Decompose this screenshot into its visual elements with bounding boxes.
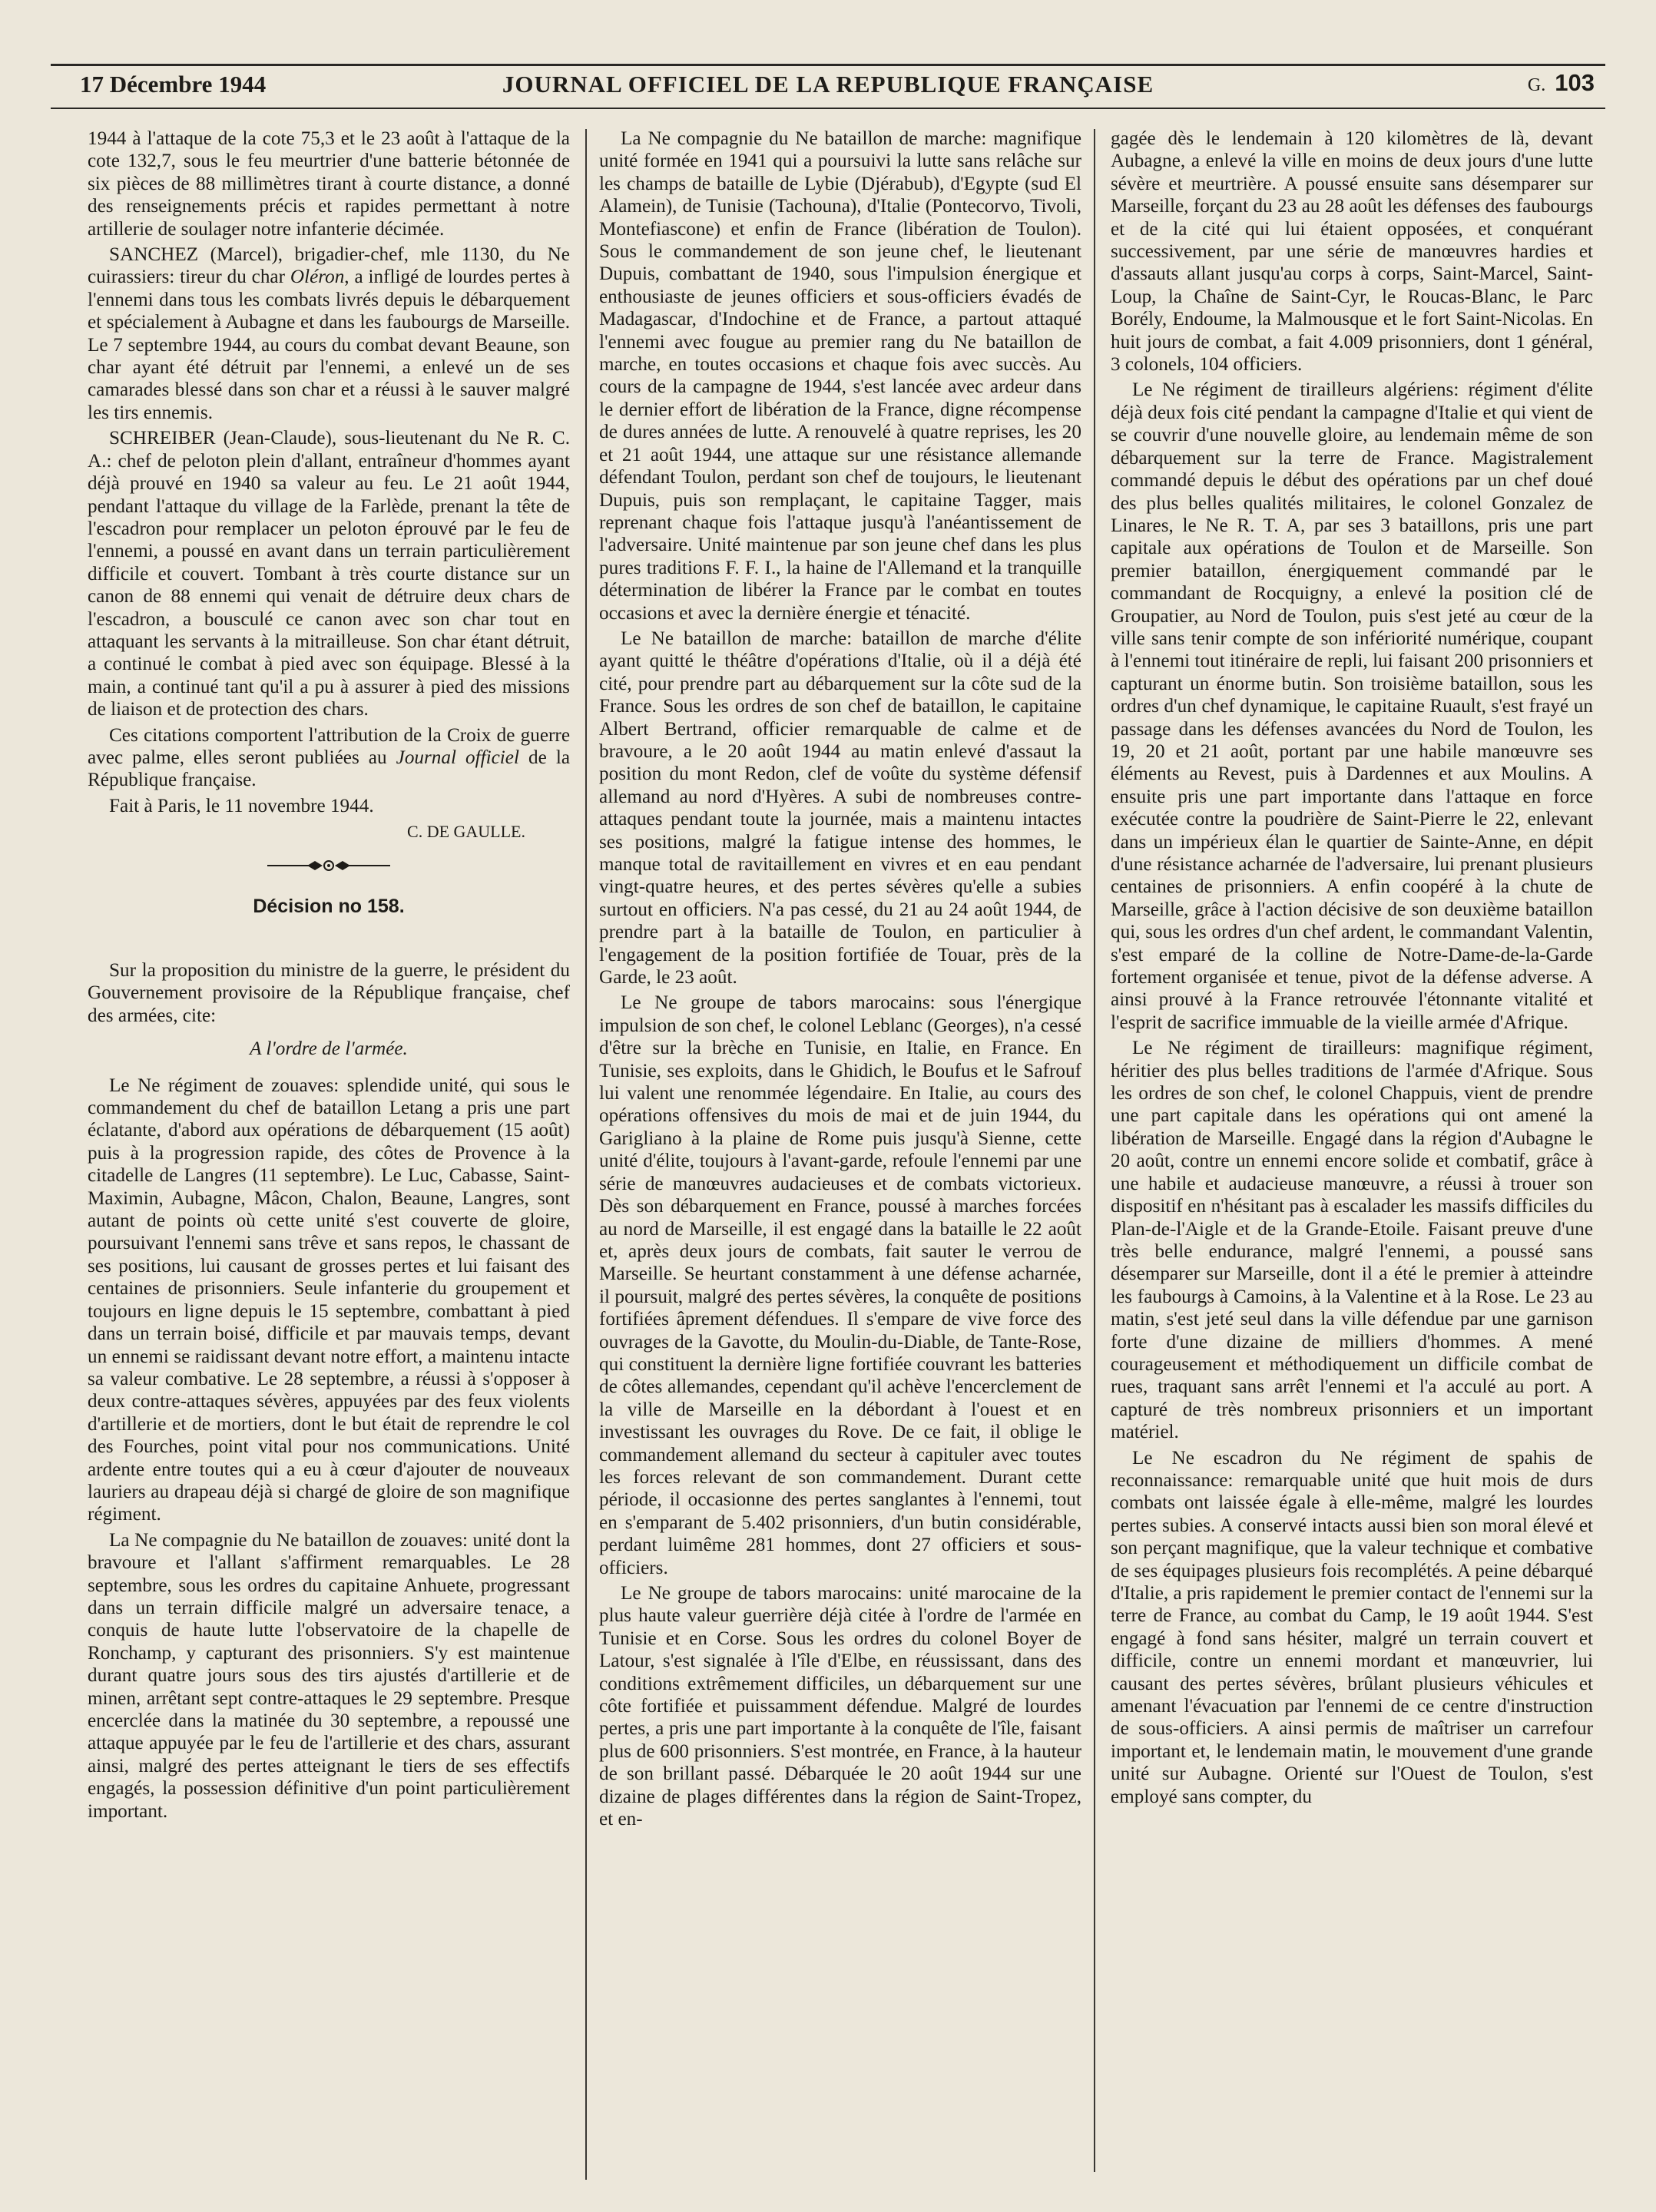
page-header [51,68,1605,104]
ornament-icon [267,857,390,874]
header-title: JOURNAL OFFICIEL DE LA REPUBLIQUE FRANÇAISE [502,71,1154,98]
paragraph-compagnie-marche: La Ne compagnie du Ne bataillon de marche: magnifique unité formée en 1941 qui a poursuivi la lutte sans relâche sur les champs de bataille de Lybie (Djérabub), d'Egypte (sud El Alamein), de Tunisie (Tachouna), d'Italie (Pontecorvo, Tivoli, Montefiascone) et enfin de France (libération de Toulon). Sous le commandement de son jeune chef, le lieutenant Dupuis, combattant de 1940, sous l'impulsion énergique et enthousiaste de jeunes officiers et sous-officiers évadés de Madagascar, d'Indochine et de France, a partout attaqué l'ennemi avec fougue au premier rang du Ne bataillon de marche, en toutes occasions et chaque fois avec succès. Au cours de la campagne de 1944, s'est lancée avec ardeur dans le dernier effort de libération de la France, digne récompense de dures années de lutte. A renouvelé à quatre reprises, les 20 et 21 août 1944, une attaque sur une résistance allemande défendant Toulon, perdant son chef de toujours, le lieutenant Dupuis, puis son remplaçant, le capitaine Tagger, mais reprenant chaque fois l'attaque jusqu'à l'anéantissement de l'adversaire. Unité maintenue par son jeune chef dans les plus pures traditions F. F. I., la haine de l'Allemand et la tranquille détermination de libérer la France par le combat en toutes occasions et avec la dernière énergie et ténacité. [599,128,1081,624]
column-2 [599,127,1081,2186]
paragraph-tabors-1: Le Ne groupe de tabors marocains: sous l'énergique impulsion de son chef, le colonel Leblanc (Georges), n'a cessé d'être sur la brèche en Tunisie, en Italie, en France. En Tunisie, ses exploits, dans le Ghidich, le Boufus et le Safrouf lui valent une renommée légendaire. En Italie, au cours des opérations offensives du mois de mai et de juin 1944, du Garigliano à la plaine de Rome puis jusqu'à Sienne, cette unité d'élite, toujours à l'avant-garde, refoule l'ennemi par une série de manœuvres audacieuses et de combats victorieux. Dès son débarquement en France, poussé à marches forcées au nord de Marseille, il est engagé dans la bataille le 22 août et, après deux jours de combats, fait sauter le verrou de Marseille. Se heurtant constamment à une défense acharnée, il poursuit, malgré des pertes sévères, la conquête de positions fortifiées âprement défendues. Il s'empare de vive force des ouvrages de la Gavotte, du Moulin-du-Diable, de Tante-Rose, qui constituent la dernière ligne fortifiée couvrant les batteries de côtes allemandes, cependant qu'il achève l'encerclement de la ville de Marseille en la débordant à l'ouest et en investissant les ouvrages du Rove. De ce fait, il oblige le commandement allemand du secteur à capituler avec toutes les forces relevant de son commandement. Durant cette période, il occasionne des pertes sanglantes à l'ennemi, tout en s'emparant de 5.402 prisonniers, d'un butin considérable, perdant luimême 281 hommes, dont 27 officiers et sous-officiers. [599,992,1081,1578]
text-run: de la République française. [88,747,570,791]
paragraph: 1944 à l'attaque de la cote 75,3 et le 23 août à l'attaque de la cote 132,7, sous le feu meurtrier d'une batterie bétonnée de six pièces de 88 millimètres tirant à courte distance, a donné des renseignements précis et rapides permettant à notre artillerie de soulager notre infanterie décimée. [88,128,570,240]
paragraph-citations [88,724,570,792]
column-divider-2 [1094,129,1095,2172]
paragraph-compagnie-zouaves: La Ne compagnie du Ne bataillon de zouaves: unité dont la bravoure et l'allant s'affirment remarquables. Le 28 septembre, sous les ordres du capitaine Anhuete, progressant dans un terrain difficile malgré un adversaire tenace, a conquis de haute lutte l'observatoire de la chapelle de Ronchamp, y capturant des prisonniers. S'y est maintenue durant quatre jours sous des tirs ajustés d'artillerie et de minen, arrêtant sept contre-attaques le 29 septembre. Presque encerclée dans la matinée du 30 septembre, a repoussé une attaque appuyée par le feu de l'artillerie et des chars, assurant ainsi, malgré des pertes atteignant le tiers de ses effectifs engagés, la possession définitive d'un point particulièrement important. [88,1529,570,1822]
text-run: Ces citations comportent l'attribution de la Croix de guerre avec palme, elles seront publiées au [88,724,570,768]
page-number: 103 [1555,69,1595,96]
paragraph-bataillon-marche: Le Ne bataillon de marche: bataillon de marche d'élite ayant quitté le théâtre d'opérations d'Italie, où il a déjà été cité, pour prendre part au débarquement sur la côte sud de la France. Sous les ordres de son chef de bataillon, le capitaine Albert Bertrand, officier remarquable de calme et de bravoure, a le 20 août 1944 au matin enlevé d'assaut la position du mont Redon, clef de voûte du système défensif allemand au nord d'Hyères. A subi de nombreuses contre-attaques pendant toute la journée, mais a maintenu intactes ses positions, malgré la fatigue intense des hommes, le manque total de ravitaillement en vivres et en eau pendant vingt-quatre heures, et des pertes sévères qu'elle a subies surtout en officiers. N'a pas cessé, du 21 au 24 août 1944, de prendre part à la bataille de Toulon, en particulier à l'engagement de la position fortifiée de Touar, près de la Garde, le 23 août. [599,628,1081,988]
paragraph-sanchez [88,243,570,424]
paragraph-continued: gagée dès le lendemain à 120 kilomètres de là, devant Aubagne, a enlevé la ville en moins de deux jours d'une lutte sévère et meurtrière. A poussé ensuite sans désemparer sur Marseille, forçant du 23 au 28 août les défenses des faubourgs et de la cité qui lui étaient opposées, et conquérant successivement, par une série de manœuvres hardies et d'assauts allant jusqu'au corps à corps, Saint-Marcel, Saint-Loup, la Chaîne de Saint-Cyr, le Roucas-Blanc, le Parc Borély, Endoume, la Malmousque et le fort Saint-Nicolas. En huit jours de combat, a fait 4.009 prisonniers, dont 1 général, 3 colonels, 104 officiers. [1111,128,1593,376]
header-bottom-rule [51,108,1605,109]
header-top-rule [51,64,1605,66]
header-date: 17 Décembre 1944 [80,71,267,98]
paragraph-tabors-2: Le Ne groupe de tabors marocains: unité marocaine de la plus haute valeur guerrière déjà citée à l'ordre de l'armée en Tunisie et en Corse. Sous les ordres du colonel Boyer de Latour, s'est signalée à l'île d'Elbe, en réussissant, dans des conditions extrêmement difficiles, un débarquement sur une côte fortifiée et puissamment défendue. Malgré de lourdes pertes, a pris une part importante à la conquête de l'île, faisant plus de 600 prisonniers. S'est montrée, en France, à la hauteur de son brillant passé. Débarquée le 20 août 1944 sur une dizaine de plages différentes dans la région de Saint-Tropez, et en- [599,1583,1081,1830]
paragraph-schreiber: SCHREIBER (Jean-Claude), sous-lieutenant du Ne R. C. A.: chef de peloton plein d'allant, entraîneur d'hommes ayant déjà prouvé en 1940 sa valeur au feu. Le 21 août 1944, pendant l'attaque du village de la Farlède, prenant la tête de l'escadron pour remplacer un peloton éprouvé par le feu de l'ennemi, a poussé en avant dans un terrain particulièrement difficile et couvert. Tombant à très courte distance sur un canon de 88 ennemi qui venait de détruire deux chars de l'escadron, a bousculé ce canon avec son char tout en attaquant les servants à la mitrailleuse. Son char étant détruit, a continué le combat à pied avec son équipage. Blessé à la main, a continué tant qu'il a pu à assurer à pied des missions de liaison et de protection des chars. [88,428,570,720]
header-page-number [1528,69,1595,97]
paragraph-spahis: Le Ne escadron du Ne régiment de spahis de reconnaissance: remarquable unité que huit mois de durs combats ont laissée égale à elle-même, malgré les lourdes pertes subies. A conservé intacts aussi bien son moral élevé et son perçant magnifique, que la valeur technique et combative de ses équipages plusieurs fois recomplétés. A peine débarqué d'Italie, a pris rapidement le premier contact de l'ennemi sur la terre de France, au combat du Camp, le 19 août 1944. S'est engagé à fond sans hésiter, malgré un terrain couvert et difficile, contre un ennemi mordant et manœuvrier, lui causant des pertes sévères, brûlant plusieurs véhicules et amenant l'évacuation par l'ennemi de ce centre d'instruction de sous-officiers. A ainsi permis de maîtriser un carrefour important et, le lendemain matin, le mouvement d'une grande unité sur Aubagne. Orienté sur l'Ouest de Toulon, s'est employé sans compter, du [1111,1447,1593,1807]
column-divider-1 [585,129,587,2180]
order-title: A l'ordre de l'armée. [250,1038,408,1060]
journal-name: Journal officiel [396,747,519,768]
signature: C. DE GAULLE. [407,822,525,842]
paragraph-tirailleurs: Le Ne régiment de tirailleurs: magnifique régiment, héritier des plus belles traditions de l'armée d'Afrique. Sous les ordres de son chef, le colonel Chappuis, vient de prendre une part capitale dans les opérations qui ont amené la libération de Marseille. Engagé dans la région d'Aubagne le 20 août, contre un ennemi encore solide et combatif, grâce à une habile et audacieuse manœuvre, a réussi à trouer son dispositif en n'hésitant pas à escalader les massifs difficiles du Plan-de-l'Aigle et de la Grande-Etoile. Faisant preuve d'une très belle endurance, malgré l'ennemi, a poussé sans désemparer sur Marseille, dont il a été le premier à atteindre les faubourgs à Camoins, à la Valentine et à la Rose. Le 23 au matin, s'est jeté seul dans la ville défendue par une garnison forte d'une dizaine de milliers d'hommes. A mené courageusement et méthodiquement un difficile combat de rues, traquant sans arrêt l'ennemi et l'a acculé au port. A capturé de très nombreux prisonniers et un important matériel. [1111,1038,1593,1443]
char-name: Oléron [290,267,345,288]
paragraph-preamble: Sur la proposition du ministre de la guerre, le président du Gouvernement provisoire de la République française, chef des armées, cite: [88,960,570,1026]
column-3 [1111,127,1593,2186]
text-run: , a infligé de lourdes pertes à l'ennemi dans tous les combats livrés depuis le débarquement et spécialement à Aubagne et dans les faubourgs de Marseille. Le 7 septembre 1944, au cours du combat devant Beaune, son char ayant été détruit par l'ennemi, a enlevé un de ses camarades blessé dans son char et a réussi à le sauver malgré les tirs ennemis. [88,267,570,423]
section-ornament [88,857,570,876]
column-1 [88,127,570,2186]
paragraph-zouaves: Le Ne régiment de zouaves: splendide unité, qui sous le commandement du chef de bataillon Letang a pris une part éclatante, d'abord aux opérations de débarquement (15 août) puis à la progression rapide, des côtes de Provence à la citadelle de Langres (11 septembre). Le Luc, Cabasse, Saint-Maximin, Aubagne, Mâcon, Chalon, Beaune, Langres, sont autant de points où cette unité s'est couverte de gloire, poursuivant l'ennemi sans trêve et sans repos, le chassant de ses positions, lui causant de grosses pertes et lui faisant des centaines de prisonniers. Seule infanterie du groupement et toujours en ligne depuis le 15 septembre, combattant à pied dans un terrain boisé, difficile et par mauvais temps, devant un ennemi se raidissant devant notre effort, a maintenu intacte sa valeur combative. Le 28 septembre, a réussi à s'opposer à deux contre-attaques sévères, appuyées par des feux violents d'artillerie et de mortiers, dont le but était de reprendre le col des Fourches, point vital pour nos communications. Unité ardente entre toutes qui a eu à cœur d'ajouter de nouveaux lauriers au drapeau déjà si chargé de gloire de son magnifique régiment. [88,1075,570,1525]
text-run: SANCHEZ (Marcel), brigadier-chef, mle 1130, du Ne cuirassiers: tireur du char [88,244,570,288]
place-date-line: Fait à Paris, le 11 novembre 1944. [109,795,374,816]
decision-title: Décision no 158. [253,895,405,917]
page-letter: G. [1527,75,1546,95]
paragraph-tirailleurs-algeriens: Le Ne régiment de tirailleurs algériens: régiment d'élite déjà deux fois cité pendant la campagne d'Italie et qui vient de se couvrir d'une nouvelle gloire, au lendemain même de son débarquement sur la terre de France. Magistralement commandé depuis le début des opérations par un chef doué des plus belles qualités militaires, le colonel Gonzalez de Linares, le Ne R. T. A, par ses 3 bataillons, pris une part capitale aux opérations de Toulon et de Marseille. Son premier bataillon, énergiquement commandé par le commandant de Rocquigny, a enlevé la position clé de Groupatier, au Nord de Toulon, puis s'est jeté au cœur de la ville sans tenir compte de son infériorité numérique, coupant à l'ennemi tout itinéraire de repli, lui faisant 200 prisonniers et capturant un énorme butin. Son troisième bataillon, sous les ordres d'un chef dynamique, le capitaine Ruault, s'est frayé un passage dans les défenses avancées du Nord de Toulon, les 19, 20 et 21 août, portant par une habile manœuvre ses éléments au Revest, puis à Dardennes et aux Moulins. A ensuite pris une part importante dans l'attaque en force exécutée contre la poudrière de Saint-Pierre le 22, enlevant dans un impérieux élan le quartier de Sainte-Anne, en dépit d'une résistance acharnée de l'adversaire, lui prenant plusieurs centaines de prisonniers. A enfin coopéré à la chute de Marseille, grâce à l'action décisive de son deuxième bataillon qui, sous les ordres d'un chef ardent, le commandant Valentin, s'est emparé de la colline de Notre-Dame-de-la-Garde fortement organisée et tenue, pivot de la défense adverse. A ainsi prouvé à la France retrouvée l'étonnante vitalité et l'esprit de sacrifice immuable de la vieille armée d'Afrique. [1111,379,1593,1033]
